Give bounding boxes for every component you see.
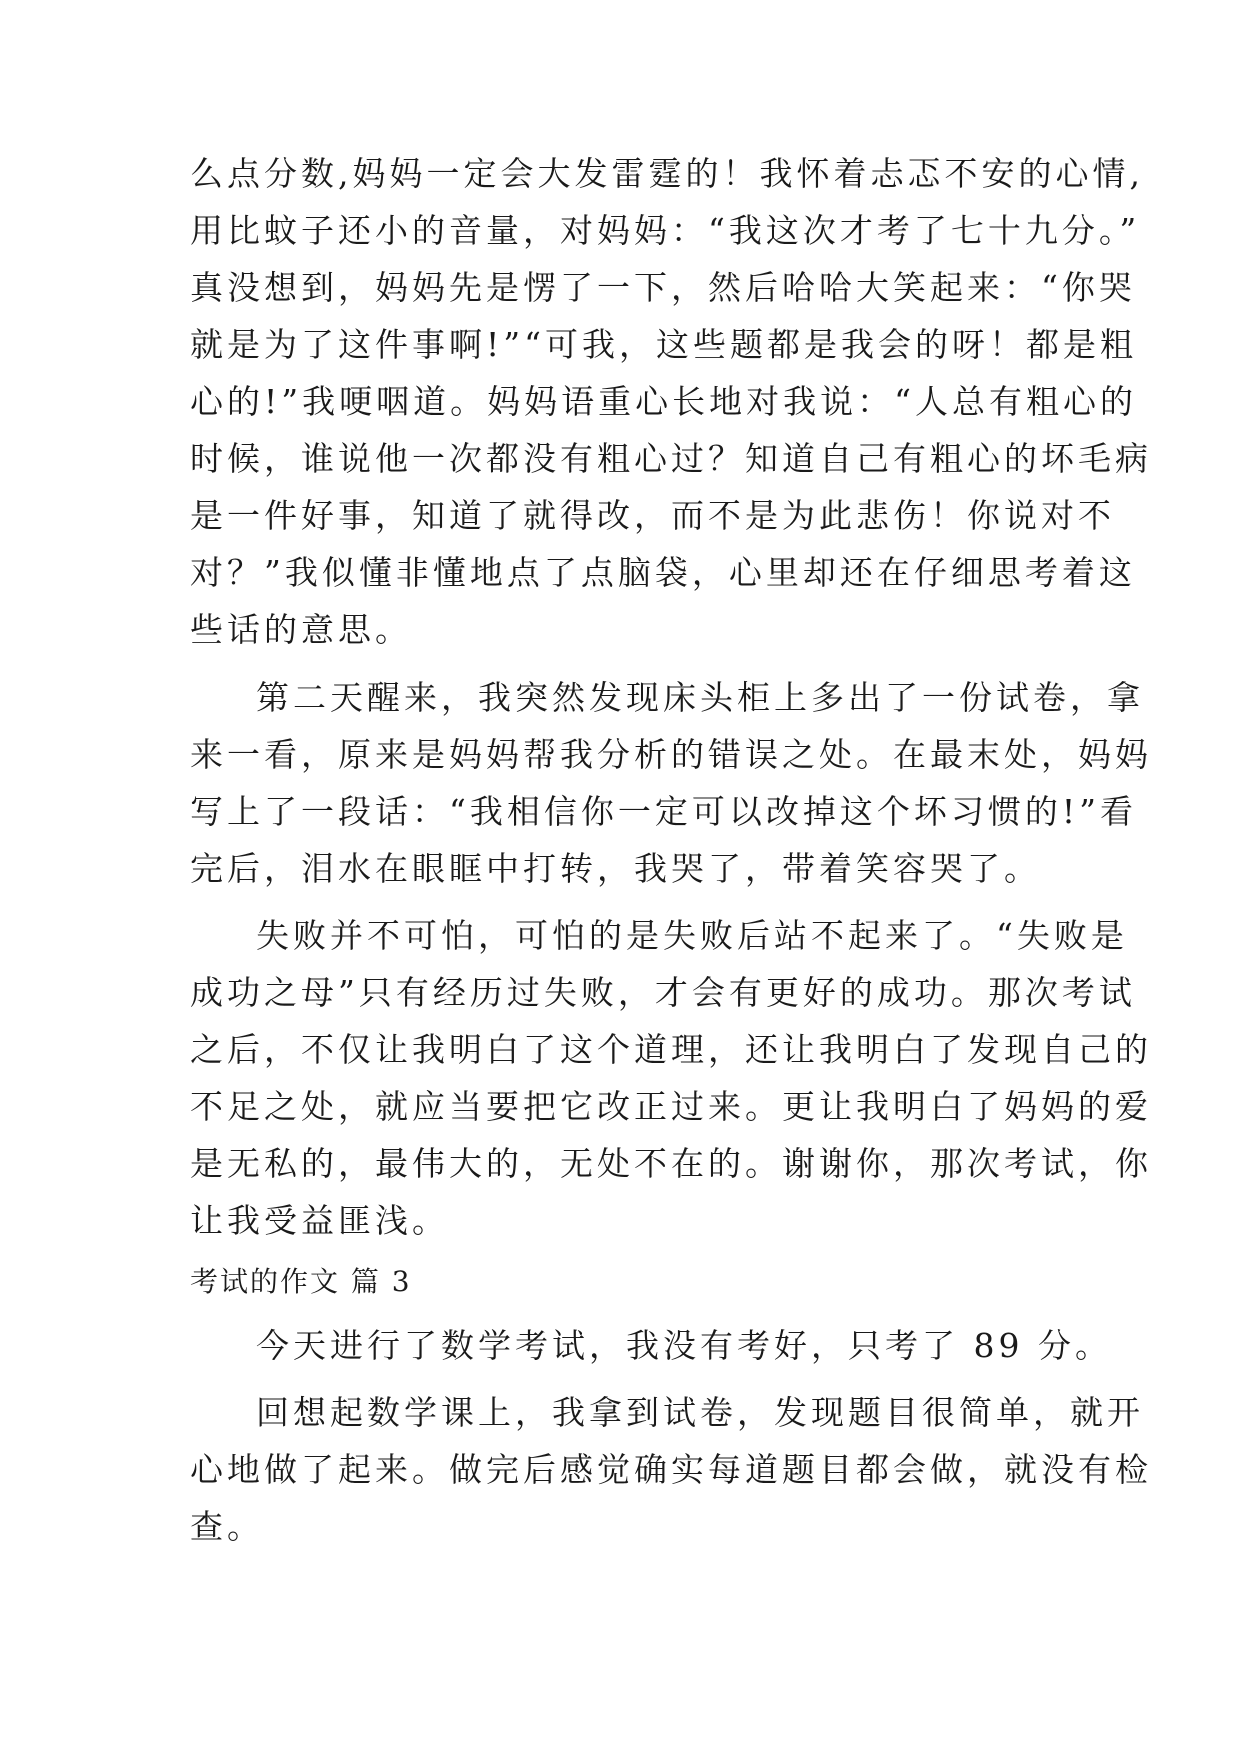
text-line: 之后，不仅让我明白了这个道理，还让我明白了发现自己的: [190, 1030, 1152, 1069]
paragraph-first-line: 回想起数学课上，我拿到试卷，发现题目很简单，就开: [256, 1393, 1144, 1432]
text-line: 心的!”我哽咽道。妈妈语重心长地对我说：“人总有粗心的: [190, 382, 1138, 421]
section-heading: 考试的作文 篇 3: [190, 1265, 412, 1298]
text-line: 心地做了起来。做完后感觉确实每道题目都会做，就没有检: [190, 1450, 1152, 1489]
paragraph-first-line: 失败并不可怕，可怕的是失败后站不起来了。“失败是: [256, 916, 1128, 955]
paragraph-first-line: 今天进行了数学考试，我没有考好，只考了 89 分。: [256, 1326, 1112, 1365]
text-line: 时候，谁说他一次都没有粗心过？知道自己有粗心的坏毛病: [190, 439, 1152, 478]
text-line: 用比蚊子还小的音量，对妈妈：“我这次才考了七十九分。”: [190, 211, 1141, 250]
text-line: 是无私的，最伟大的，无处不在的。谢谢你，那次考试，你: [190, 1144, 1152, 1183]
text-line: 写上了一段话：“我相信你一定可以改掉这个坏习惯的!”看: [190, 792, 1138, 831]
text-line: 来一看，原来是妈妈帮我分析的错误之处。在最末处，妈妈: [190, 735, 1152, 774]
text-line: 就是为了这件事啊!”“可我，这些题都是我会的呀！都是粗: [190, 325, 1138, 364]
text-line: 真没想到，妈妈先是愣了一下，然后哈哈大笑起来：“你哭: [190, 268, 1136, 307]
text-line: 对？”我似懂非懂地点了点脑袋，心里却还在仔细思考着这: [190, 553, 1136, 592]
text-line: 不足之处，就应当要把它改正过来。更让我明白了妈妈的爱: [190, 1087, 1152, 1126]
text-line: 些话的意思。: [190, 610, 412, 649]
text-line: 成功之母”只有经历过失败，才会有更好的成功。那次考试: [190, 973, 1136, 1012]
text-line: 让我受益匪浅。: [190, 1201, 449, 1240]
text-line: 是一件好事，知道了就得改，而不是为此悲伤！你说对不: [190, 496, 1115, 535]
text-line: 查。: [190, 1507, 264, 1546]
text-line: 完后，泪水在眼眶中打转，我哭了，带着笑容哭了。: [190, 849, 1041, 888]
text-line: 么点分数,妈妈一定会大发雷霆的！我怀着忐忑不安的心情,: [190, 154, 1144, 193]
paragraph-first-line: 第二天醒来，我突然发现床头柜上多出了一份试卷，拿: [256, 678, 1144, 717]
